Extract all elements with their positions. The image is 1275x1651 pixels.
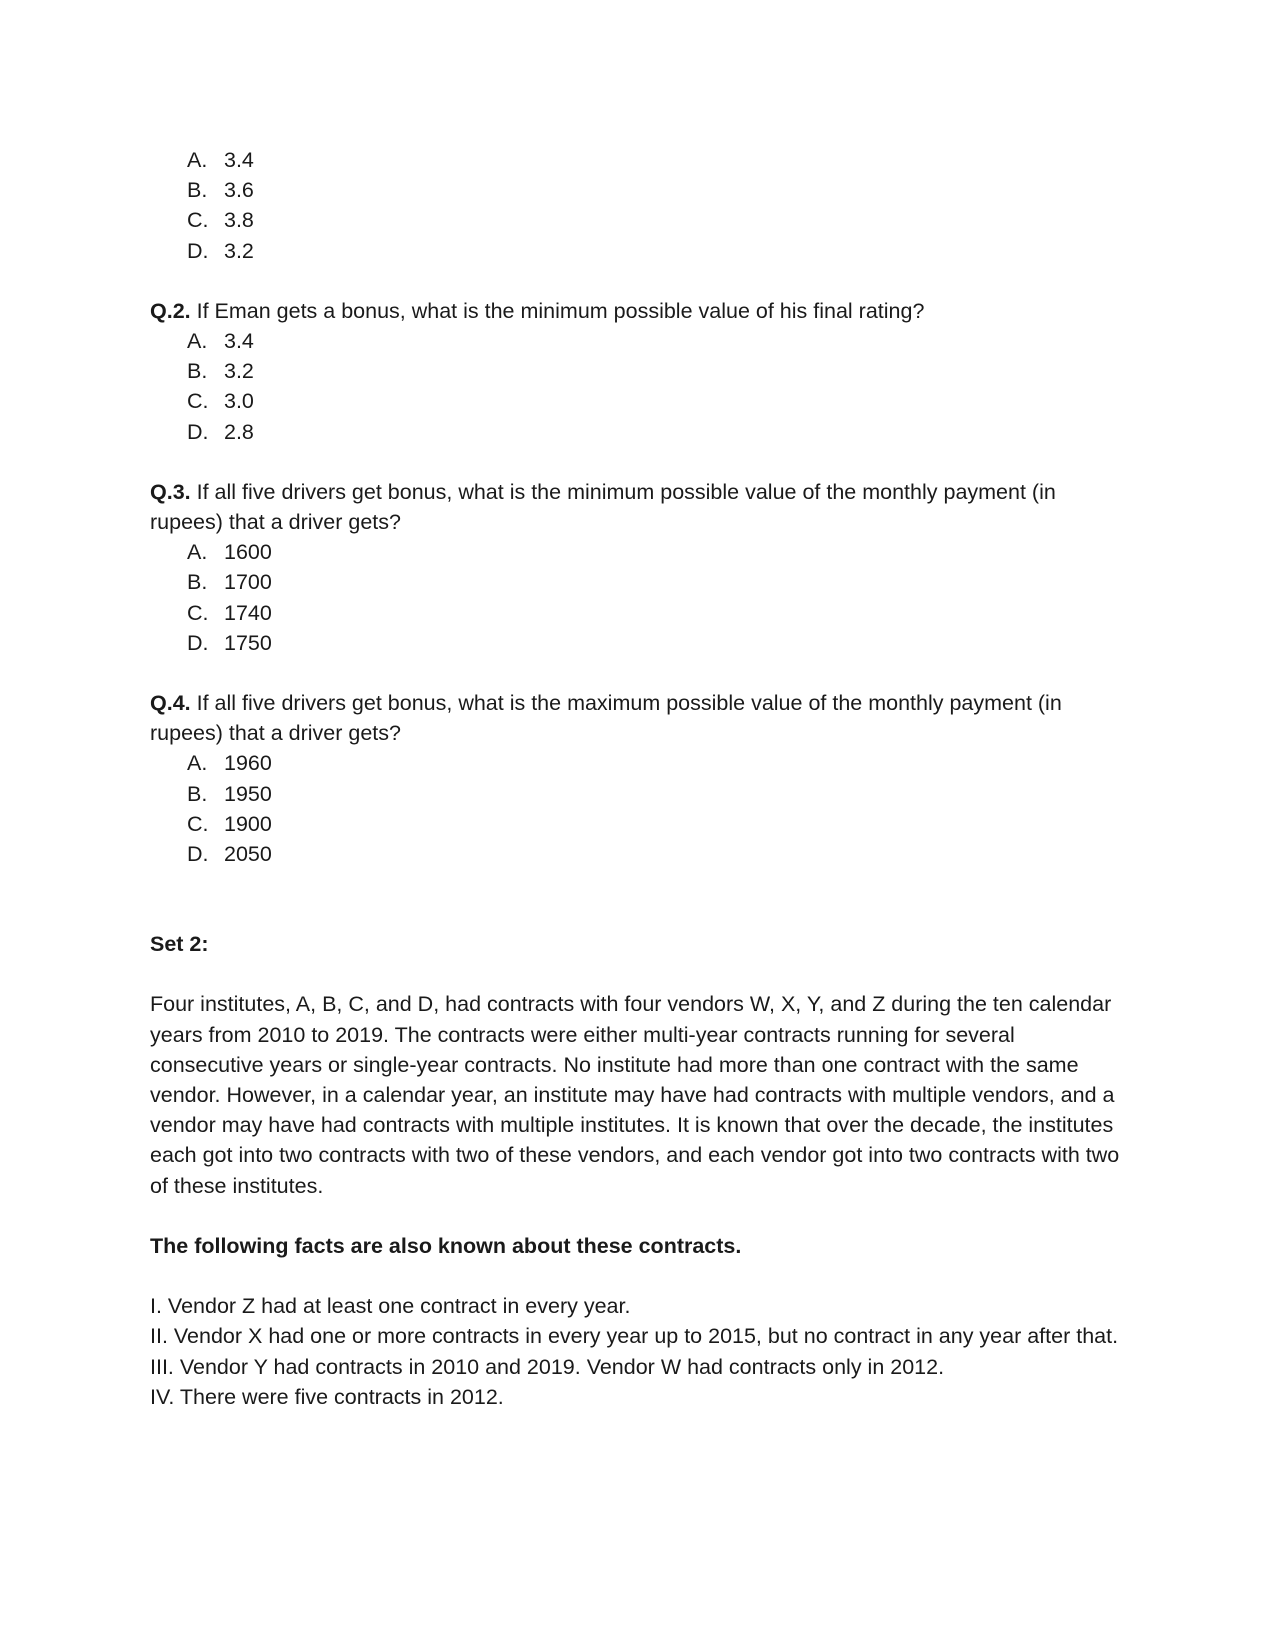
question-text: If all five drivers get bonus, what is the minimum possible value of the monthly payment (in rupees) that a driver gets? [150,479,1056,535]
option-text: 3.6 [224,178,254,203]
option-letter: B. [187,178,208,203]
option-letter: C. [187,389,209,414]
option-letter: D. [187,630,209,655]
set-heading: Set 2: [150,932,209,957]
option-letter: B. [187,570,208,595]
q1-option-d [150,236,1130,266]
question-4 [150,688,1130,748]
option-text: 1900 [224,811,272,836]
facts-heading: The following facts are also known about these contracts. [150,1233,742,1258]
option-letter: C. [187,600,209,625]
option-text: 1600 [224,540,272,565]
spacer [150,959,1130,989]
option-letter: B. [187,359,208,384]
q4-option-c [150,809,1130,839]
option-letter: B. [187,781,208,806]
q3-option-a [150,537,1130,567]
question-3 [150,477,1130,537]
q1-options [150,145,1130,266]
spacer [150,266,1130,296]
option-text: 1740 [224,600,272,625]
spacer [150,1261,1130,1291]
spacer [150,1201,1130,1231]
q2-option-d [150,417,1130,447]
option-text: 3.4 [224,148,254,172]
fact-item: II. Vendor X had one or more contracts in every year up to 2015, but no contract in any year after that. [150,1324,1119,1349]
q2-option-b [150,356,1130,386]
q3-option-c [150,598,1130,628]
question-number: Q.2. [150,298,191,323]
q2-option-a [150,326,1130,356]
option-text: 3.2 [224,238,254,263]
option-text: 3.4 [224,329,254,354]
question-number: Q.3. [150,479,191,504]
q4-option-a [150,748,1130,778]
q3-options [150,537,1130,658]
q1-option-c [150,205,1130,235]
question-text: If all five drivers get bonus, what is the maximum possible value of the monthly payment (in rupees) that a driver gets? [150,691,1062,746]
option-text: 2050 [224,842,272,867]
question-text: If Eman gets a bonus, what is the minimum possible value of his final rating? [190,298,925,323]
question-number: Q.4. [150,691,191,716]
option-text: 1960 [224,751,272,776]
option-text: 3.8 [224,208,254,233]
fact-item: IV. There were five contracts in 2012. [150,1384,504,1409]
q2-option-c [150,386,1130,416]
fact-item: III. Vendor Y had contracts in 2010 and 2019. Vendor W had contracts only in 2012. [150,1354,945,1379]
q4-option-b [150,779,1130,809]
option-letter: A. [187,148,208,172]
fact-item: I. Vendor Z had at least one contract in every year. [150,1294,631,1319]
set-description: Four institutes, A, B, C, and D, had contracts with four vendors W, X, Y, and Z during the ten calendar years from 2010 to 2019. The contracts were either multi-year contracts running for several consecutive years or single-year contracts. No institute had more than one contract with the same vendor. However, in a calendar year, an institute may have had contracts with multiple vendors, and a vendor may have had contracts with multiple institutes. It is known that over the decade, the institutes each got into two contracts with two of these vendors, and each vendor got into two contracts with two of these institutes. [150,992,1120,1198]
option-letter: D. [187,842,209,867]
q1-option-b [150,175,1130,205]
option-letter: D. [187,238,209,263]
q4-options [150,748,1130,869]
q4-option-d [150,839,1130,869]
q3-option-b [150,567,1130,597]
option-letter: C. [187,208,209,233]
option-text: 1700 [224,570,272,595]
option-letter: D. [187,419,209,444]
option-text: 2.8 [224,419,254,444]
spacer [150,869,1130,929]
option-letter: A. [187,751,208,776]
facts-list [150,1291,1130,1412]
option-letter: A. [187,540,208,565]
question-2 [150,296,1130,326]
document-page [150,145,1130,1412]
q3-option-d [150,628,1130,658]
q1-option-a [150,145,1130,175]
q2-options [150,326,1130,447]
option-letter: A. [187,329,208,354]
spacer [150,447,1130,477]
spacer [150,658,1130,688]
option-text: 3.0 [224,389,254,414]
option-text: 3.2 [224,359,254,384]
option-text: 1750 [224,630,272,655]
option-text: 1950 [224,781,272,806]
option-letter: C. [187,811,209,836]
